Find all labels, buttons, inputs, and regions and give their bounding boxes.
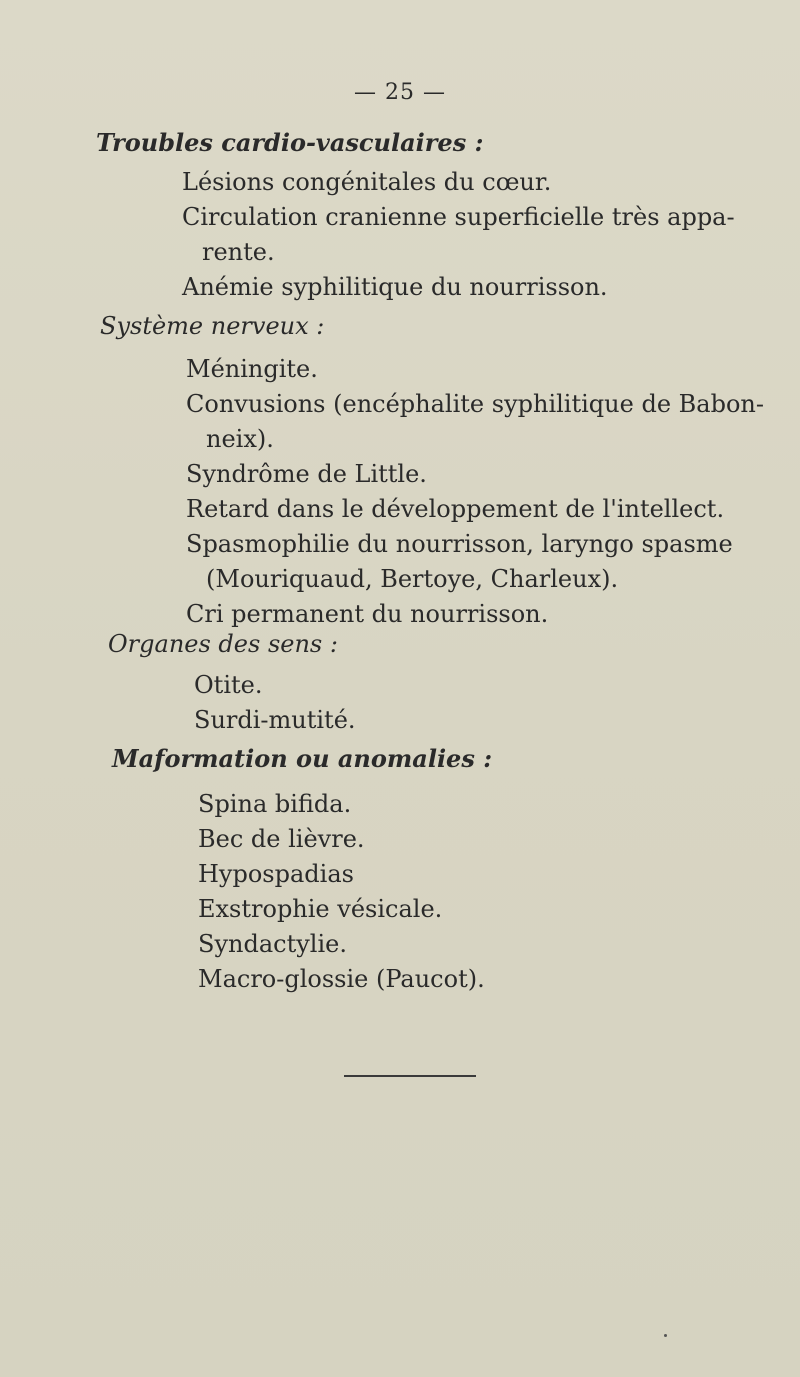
paper-speck xyxy=(664,1334,667,1337)
list-item: Surdi-mutité. xyxy=(194,706,356,734)
item-list xyxy=(182,165,800,305)
list-item: Retard dans le développement de l'intellect. xyxy=(186,495,725,523)
list-item: Spina bifida. xyxy=(198,790,352,818)
list-item-continuation: (Mouriquaud, Bertoye, Charleux). xyxy=(206,565,619,593)
list-item: Cri permanent du nourrisson. xyxy=(186,600,549,628)
list-item: Exstrophie vésicale. xyxy=(198,895,443,923)
section-malformations xyxy=(0,744,800,997)
section-sense-organs xyxy=(0,630,800,738)
list-item: Bec de lièvre. xyxy=(198,825,365,853)
item-list xyxy=(198,787,800,997)
section-heading: Organes des sens : xyxy=(108,630,338,658)
item-list xyxy=(194,668,800,738)
section-heading: Système nerveux : xyxy=(100,312,325,340)
section-end-rule xyxy=(344,1075,476,1077)
list-item: Convusions (encéphalite syphilitique de Babon- neix). xyxy=(186,387,800,457)
list-item: Lésions congénitales du cœur. xyxy=(182,168,552,196)
list-item: Macro-glossie (Paucot). xyxy=(198,965,485,993)
item-list xyxy=(186,352,800,632)
list-item-continuation: rente. xyxy=(202,238,275,266)
list-item-continuation: neix). xyxy=(206,425,274,453)
section-heading: Troubles cardio-vasculaires : xyxy=(96,128,484,157)
list-item: Circulation cranienne superficielle très appa- rente. xyxy=(182,200,800,270)
section-heading: Maformation ou anomalies : xyxy=(112,744,493,773)
page-number: — 25 — xyxy=(354,80,446,105)
section-nervous-system xyxy=(0,312,800,632)
list-item: Méningite. xyxy=(186,355,318,383)
section-cardio-vascular xyxy=(0,128,800,305)
list-item: Syndrôme de Little. xyxy=(186,460,427,488)
list-item: Spasmophilie du nourrisson, laryngo spasme (Mouriquaud, Bertoye, Charleux). xyxy=(186,527,800,597)
list-item: Otite. xyxy=(194,671,263,699)
list-item: Anémie syphilitique du nourrisson. xyxy=(182,273,608,301)
list-item: Hypospadias xyxy=(198,860,354,888)
list-item: Syndactylie. xyxy=(198,930,347,958)
